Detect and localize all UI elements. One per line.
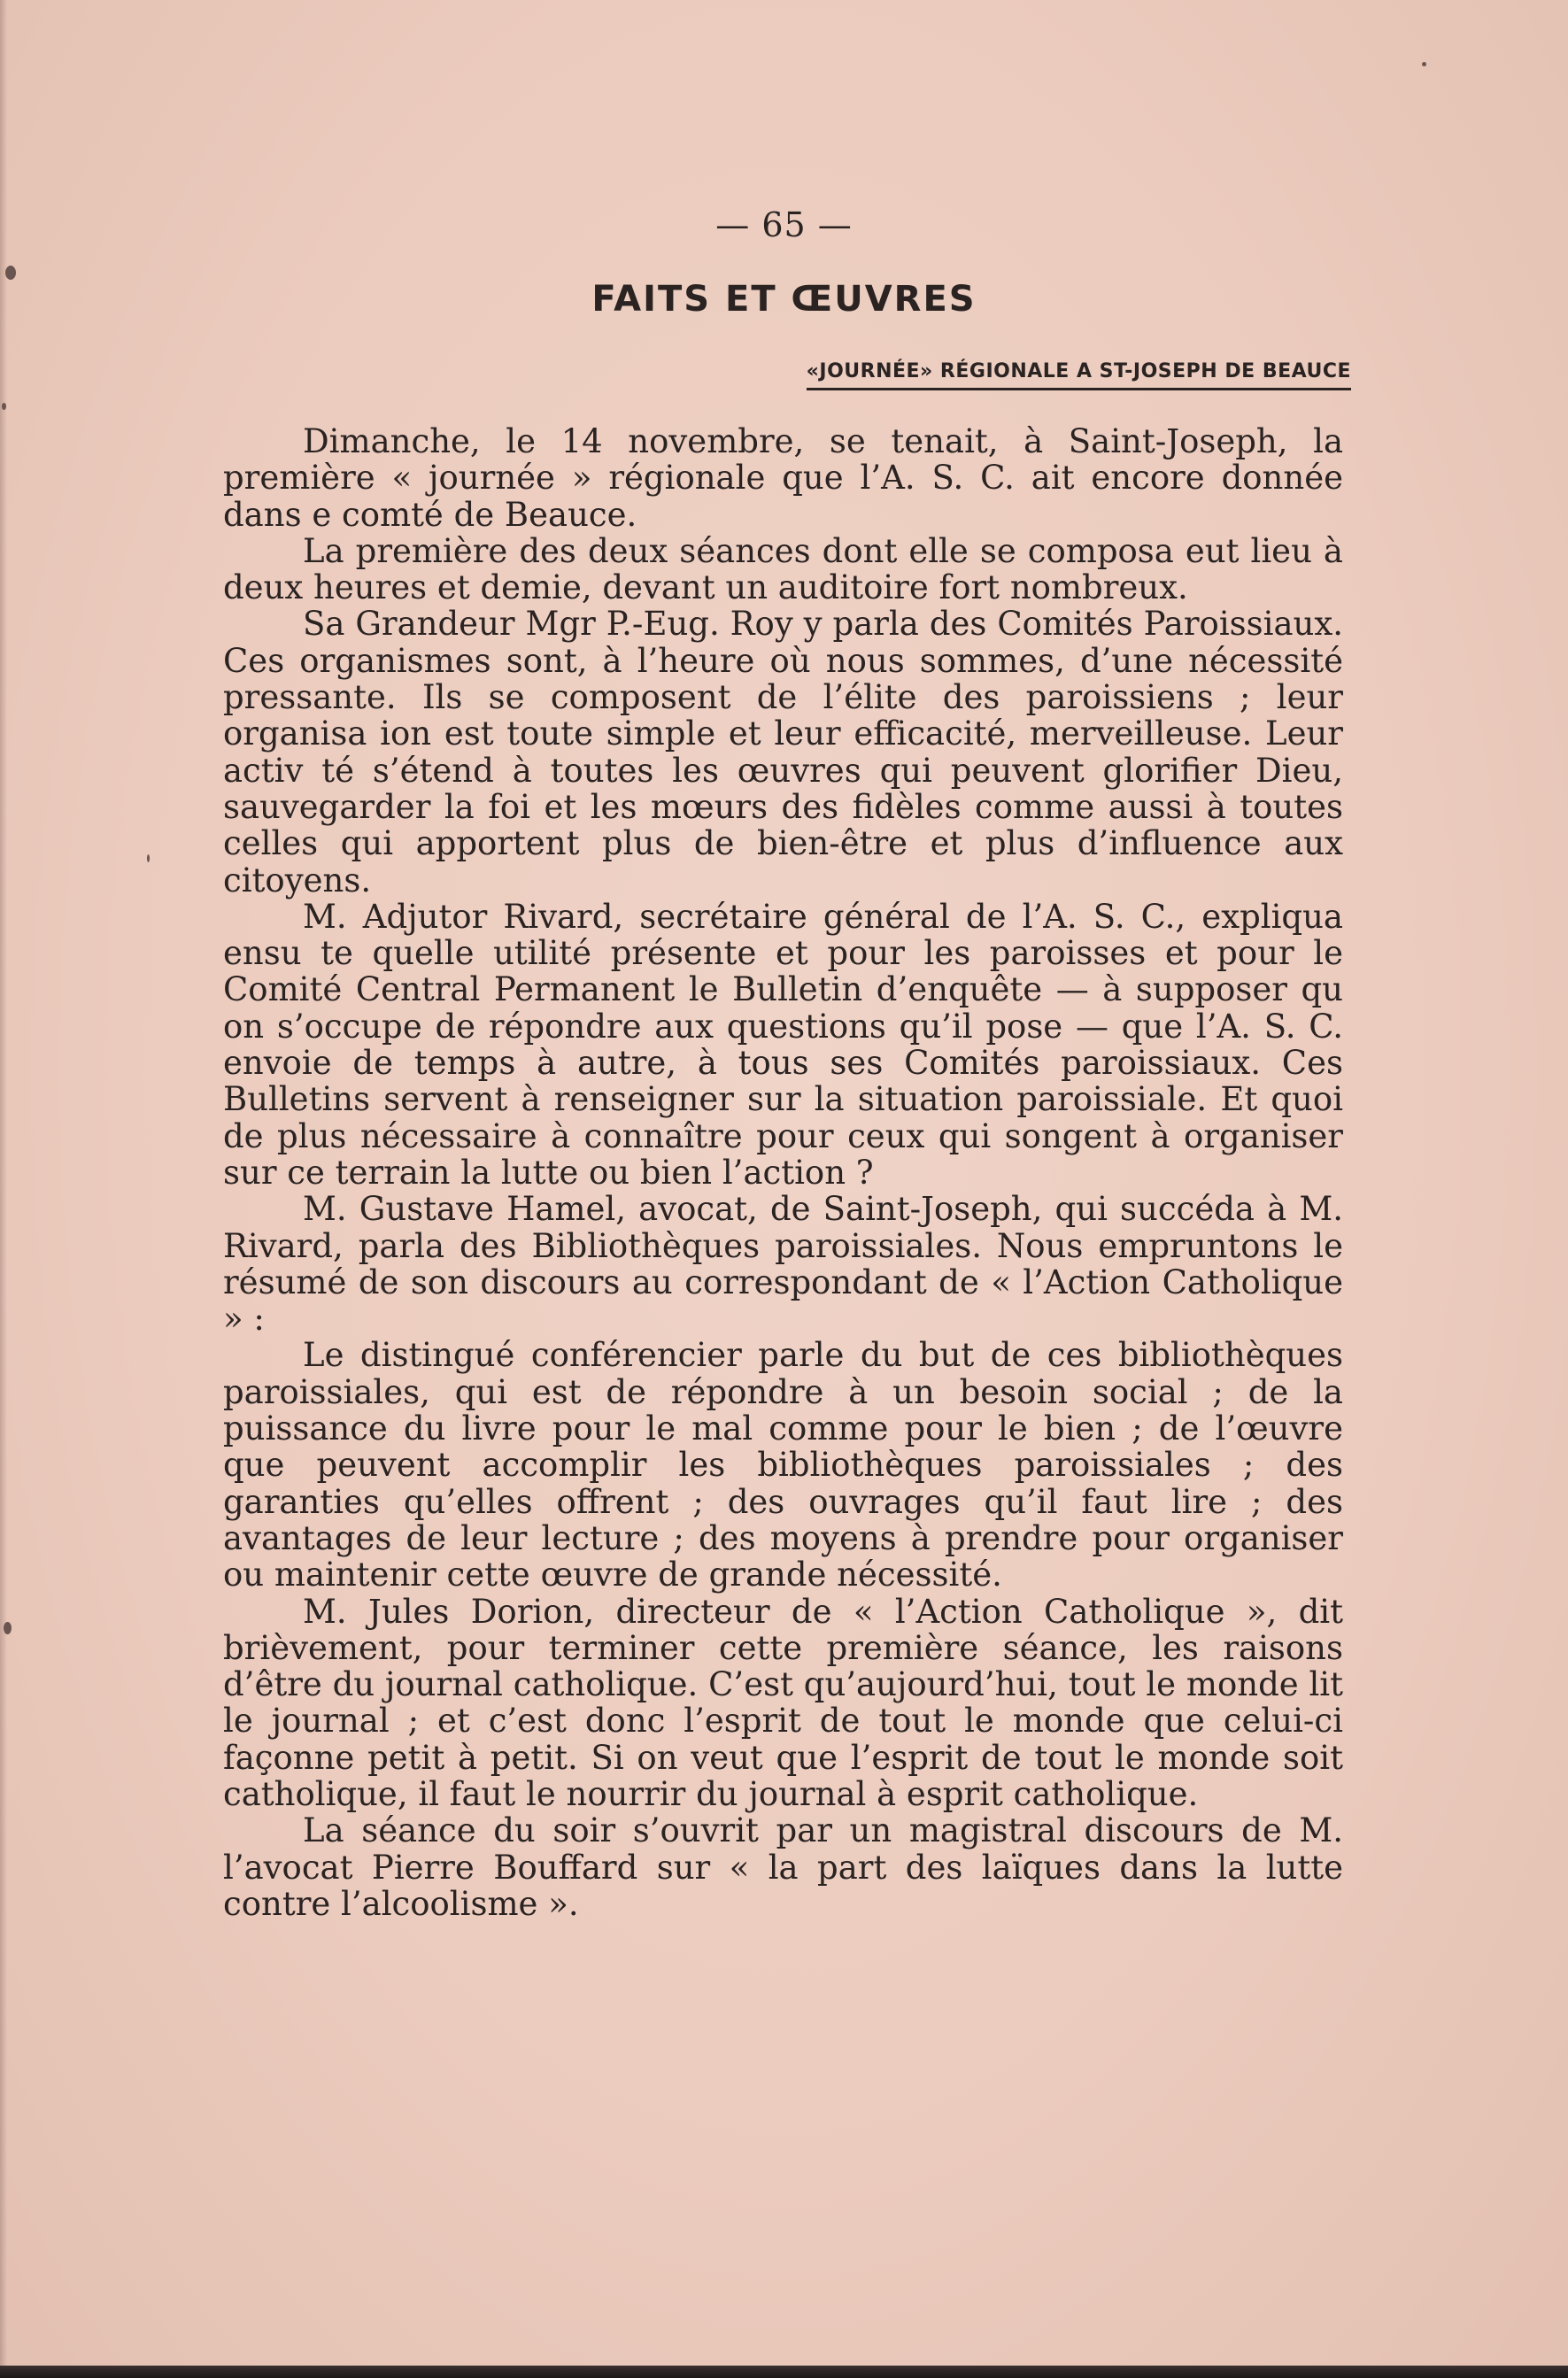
- paper-speck: [147, 854, 150, 862]
- paragraph: Sa Grandeur Mgr P.-Eug. Roy y parla des Comités Paroissiaux. Ces organismes sont, à l’heure où nous sommes, d’une nécessité pressante. Ils se composent de l’élite des paroissiens ; leur organisa ion est toute simple et leur efficacité, merveilleuse. Leur activ té s’étend à toutes les œuvres qui peuvent glorifier Dieu, sauvegarder la foi et les mœurs des fidèles comme aussi à toutes celles qui apportent plus de bien-être et plus d’influence aux citoyens.: [223, 605, 1343, 899]
- paragraph: La première des deux séances dont elle se composa eut lieu à deux heures et demie, devant un auditoire fort nombreux.: [223, 531, 1343, 607]
- binding-shadow: [0, 0, 7, 2378]
- paragraph: Le distingué conférencier parle du but de ces bibliothèques paroissiales, qui est de répondre à un besoin social ; de la puissance du livre pour le mal comme pour le bien ; de l’œuvre que peuvent accomplir les bibliothèques paroissiales ; des garanties qu’elles offrent ; des ouvrages qu’il faut lire ; des avantages de leur lecture ; des moyens à prendre pour organiser ou maintenir cette œuvre de grande nécessité.: [223, 1336, 1343, 1594]
- paragraph: M. Adjutor Rivard, secrétaire général de l’A. S. C., expliqua ensu te quelle utilité présente et pour les paroisses et pour le Comité Central Permanent le Bulletin d’enquête — à supposer qu on s’occupe de répondre aux questions qu’il pose — que l’A. S. C. envoie de temps à autre, à tous ses Comités paroissiaux. Ces Bulletins servent à renseigner sur la situation paroissiale. Et quoi de plus nécessaire à connaître pour ceux qui songent à organiser sur ce terrain la lutte ou bien l’action ?: [223, 897, 1343, 1192]
- article-subtitle: «JOURNÉE» RÉGIONALE A ST-JOSEPH DE BEAUCE: [807, 360, 1351, 390]
- page-bottom-edge: [0, 2366, 1568, 2378]
- paper-speck: [2, 403, 6, 410]
- page-number: — 65 —: [715, 205, 853, 244]
- paragraph: M. Gustave Hamel, avocat, de Saint-Joseph, qui succéda à M. Rivard, parla des Bibliothèques paroissiales. Nous empruntons le résumé de son discours au correspondant de « l’Action Catholique » :: [223, 1190, 1343, 1339]
- paragraph: M. Jules Dorion, directeur de « l’Action Catholique », dit brièvement, pour terminer cette première séance, les raisons d’être du journal catholique. C’est qu’aujourd’hui, tout le monde lit le journal ; et c’est donc l’esprit de tout le monde que celui-ci façonne petit à petit. Si on veut que l’esprit de tout le monde soit catholique, il faut le nourrir du journal à esprit catholique.: [223, 1592, 1343, 1813]
- paper-speck: [1422, 62, 1426, 66]
- article-body: [223, 423, 1343, 1922]
- paper-speck: [5, 266, 16, 280]
- paragraph: Dimanche, le 14 novembre, se tenait, à Saint-Joseph, la première « journée » régionale que l’A. S. C. ait encore donnée dans e comté de Beauce.: [223, 422, 1343, 534]
- paragraph: La séance du soir s’ouvrit par un magistral discours de M. l’avocat Pierre Bouffard sur « la part des laïques dans la lutte contre l’alcoolisme ».: [223, 1811, 1343, 1923]
- section-title: FAITS ET ŒUVRES: [591, 279, 977, 320]
- paper-speck: [4, 1622, 12, 1634]
